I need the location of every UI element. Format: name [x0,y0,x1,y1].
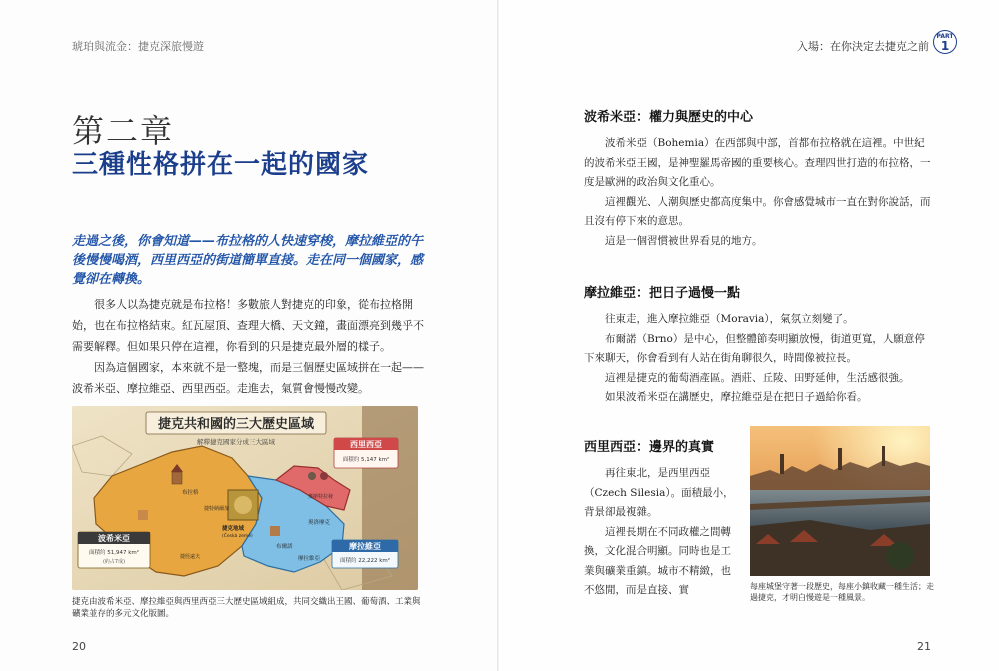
bohemia-area: 面積約 51,947 km² [89,550,139,556]
map-subtitle: 解釋捷克國家分成三大區域 [197,438,275,446]
place-label: 布爾諾 [276,544,293,550]
body-paragraph: 因為這個國家，本來就不是一整塊，而是三個歷史區域拼在一起——波希米亞、摩拉維亞、西里西亞。走進去，氣質會慢慢改變。 [72,361,424,395]
region-map-figure [72,406,418,590]
figure-illustration [308,472,316,480]
section-paragraph: 這是一個習慣被世界看見的地方。 [605,234,763,247]
section-paragraph: 布爾諾（Brno）是中心，但整體節奏明顯放慢，街道更寬，人願意停下來聊天，你會看到有人站在街角聊很久，時間像被拉長。 [584,332,925,364]
page-number-right: 21 [917,640,931,653]
place-label: 摩拉維亞 [298,556,321,562]
place-label: 捷特納爾加 [204,506,230,512]
body-paragraph: 很多人以為捷克就是布拉格！多數旅人對捷克的印象，從布拉格開始，也在布拉格結束。紅瓦屋頂、查理大橋、天文鐘，畫面漂亮到幾乎不需要解釋。但如果只停在這裡，你看到的只是捷克最外層的樣子。 [72,298,424,353]
place-label: 捷克地域 [222,526,245,532]
tree [886,542,914,570]
bohemia-label: 波希米亞 [98,534,130,543]
place-label: 奧斯特拉發 [308,494,334,500]
emblem-lion [234,496,252,514]
section-body-silesia [584,464,734,601]
building-illustration [138,510,148,520]
place-label: 奧洛摩克 [308,520,331,526]
spire [882,446,885,466]
page-number-left: 20 [72,640,86,653]
chapter-lead: 走過之後，你會知道——布拉格的人快速穿梭，摩拉維亞的午後慢慢喝酒，西里西亞的街道簡單直接。走在同一個國家，感覺卻在轉換。 [72,234,424,287]
section-paragraph: 如果波希米亞在講歷史，摩拉維亞是在把日子過給你看。 [605,391,868,403]
section-title-silesia: 西里西亞：邊界的真實 [584,440,715,455]
part-badge-label: PART [936,33,954,40]
part-badge-number: 1 [940,39,950,53]
region-map-illustration [72,406,418,590]
place-label: 布拉格 [182,490,199,496]
section-paragraph: 波希米亞（Bohemia）在西部與中部，首都布拉格就在這裡。中世紀的波希米亞王國，是神聖羅馬帝國的重要核心。查理四世打造的布拉格，一度是歐洲的政治與文化重心。 [584,137,931,188]
running-header-left: 琥珀與流金：捷克深旅慢遊 [72,40,204,53]
section-paragraph: 往東走，進入摩拉維亞（Moravia），氣氛立刻變了。 [605,313,854,325]
section-paragraph: 這裡長期在不同政權之間轉換，文化混合明顯。同時也是工業與礦業重鎮。城市不精緻，也不悠閒，而是直接、實 [584,525,731,596]
prague-sunset-photo [750,426,930,576]
place-label: (Česká země) [222,534,253,539]
building-illustration [270,526,280,536]
photo-caption: 每座城堡守著一段歷史，每座小鎮收藏一種生活；走過捷克，才明白慢遊是一種風景。 [750,582,934,602]
running-header-right: 入場：在你決定去捷克之前 [797,40,929,53]
map-title: 捷克共和國的三大歷史區域 [157,417,315,432]
bohemia-note: (約占7成) [102,559,126,565]
spire [780,454,784,474]
section-paragraph: 這裡是捷克的葡萄酒產區。酒莊、丘陵、田野延伸，生活感很強。 [605,371,910,384]
moravia-area: 面積約 22,222 km² [340,558,390,564]
section-body-bohemia [584,134,934,251]
silesia-area: 面積約 5,147 km² [342,457,390,463]
section-paragraph: 這裡觀光、人潮與歷史都高度集中。你會感覺城市一直在對你說話，而且沒有停下來的意思。 [584,195,931,227]
chapter-number: 第二章 [72,112,175,150]
section-body-moravia [584,310,934,408]
chapter-body [72,294,424,399]
map-caption: 捷克由波希米亞、摩拉維亞與西里西亞三大歷史區域組成，共同交織出王國、葡萄酒、工業與礦業並存的多元文化版圖。 [72,597,421,619]
spire [838,448,842,470]
silesia-label: 西里西亞 [350,440,382,449]
castle-illustration [172,472,182,484]
place-label: 捷徑遠夫 [180,554,201,560]
section-title-bohemia: 波希米亞：權力與歷史的中心 [584,110,754,125]
section-title-moravia: 摩拉維亞：把日子過慢一點 [584,286,741,301]
figure-illustration [320,472,328,480]
moravia-label: 摩拉維亞 [349,542,381,551]
prague-photo-illustration [750,426,930,576]
part-badge [933,30,957,54]
section-paragraph: 再往東北，是西里西亞（Czech Silesia）。面積最小，背景卻最複雜。 [584,467,734,518]
chapter-title: 三種性格拼在一起的國家 [72,150,370,180]
